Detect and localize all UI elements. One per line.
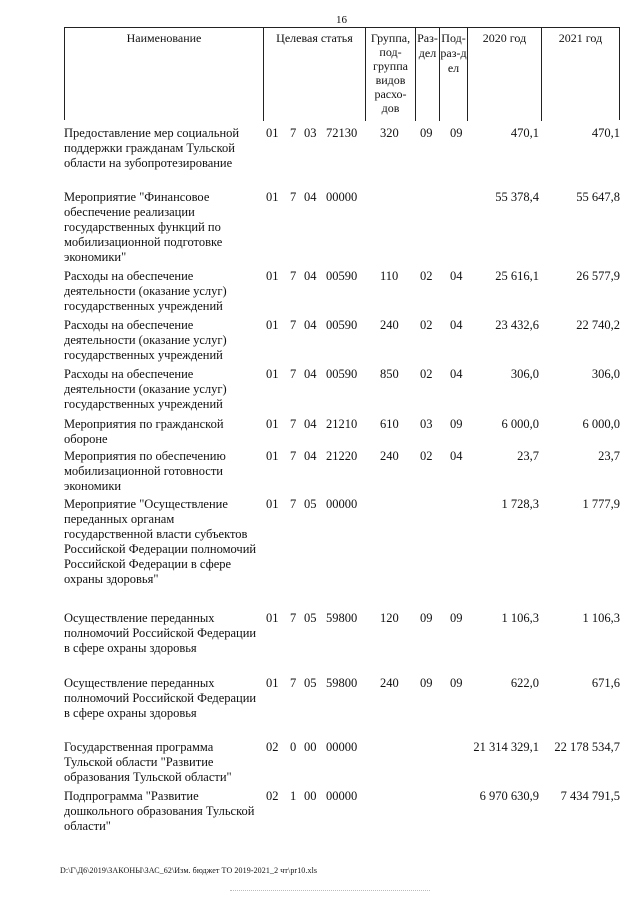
row-code-4: 00590 (326, 367, 358, 381)
row-2020: 622,0 (510, 676, 539, 690)
row-2020: 23,7 (517, 449, 539, 463)
row-razdel: 09 (420, 126, 433, 140)
row-code-4: 00590 (326, 318, 358, 332)
row-group: 320 (380, 126, 399, 140)
row-group: 240 (380, 449, 399, 463)
row-2020: 55 378,4 (495, 190, 539, 204)
row-2020: 306,0 (510, 367, 539, 381)
row-code-3: 05 (304, 611, 317, 625)
row-name: Предоставление мер социальной поддержки гражданам Тульской области на зубопротезирование (64, 126, 240, 170)
row-podrazdel: 04 (450, 318, 463, 332)
row-code-4: 00000 (326, 190, 358, 204)
row-code-3: 04 (304, 318, 317, 332)
row-group: 110 (380, 269, 399, 283)
row-2020: 6 000,0 (501, 417, 539, 431)
row-2021: 7 434 791,5 (560, 789, 620, 803)
row-code-4: 00000 (326, 789, 358, 803)
row-group: 610 (380, 417, 399, 431)
row-code-4: 21220 (326, 449, 358, 463)
row-group: 120 (380, 611, 399, 625)
row-code-1: 01 (266, 497, 279, 511)
row-razdel: 02 (420, 318, 433, 332)
row-name: Расходы на обеспечение деятельности (оказание услуг) государственных учреждений (64, 367, 227, 411)
header-podrazdel (439, 28, 467, 121)
row-name: Мероприятия по гражданской обороне (64, 417, 224, 446)
row-code-3: 05 (304, 676, 317, 690)
row-name: Осуществление переданных полномочий Российской Федерации в сфере охраны здоровья (64, 676, 257, 720)
row-2020: 1 728,3 (501, 497, 539, 511)
row-name: Расходы на обеспечение деятельности (оказание услуг) государственных учреждений (64, 269, 227, 313)
row-code-1: 01 (266, 126, 279, 140)
row-code-1: 01 (266, 318, 279, 332)
row-2020: 1 106,3 (501, 611, 539, 625)
row-group: 240 (380, 318, 399, 332)
row-podrazdel: 04 (450, 449, 463, 463)
row-code-4: 00000 (326, 740, 358, 754)
row-code-2: 1 (290, 789, 297, 803)
row-razdel: 02 (420, 367, 433, 381)
row-code-3: 04 (304, 417, 317, 431)
header-2020: 2020 год (467, 28, 541, 121)
row-code-3: 04 (304, 269, 317, 283)
row-name: Мероприятие "Финансовое обеспечение реализации государственных функций по мобилизационной подготовке экономики" (64, 190, 223, 264)
row-name: Осуществление переданных полномочий Российской Федерации в сфере охраны здоровья (64, 611, 257, 655)
header-razdel (415, 28, 439, 121)
row-group: 850 (380, 367, 399, 381)
table-header (64, 27, 620, 120)
row-code-2: 7 (290, 126, 297, 140)
header-group (365, 28, 415, 121)
row-2021: 26 577,9 (576, 269, 620, 283)
row-code-1: 01 (266, 367, 279, 381)
row-2020: 25 616,1 (495, 269, 539, 283)
row-2021: 470,1 (591, 126, 620, 140)
scan-artifact-line (230, 890, 430, 892)
row-2021: 22 740,2 (576, 318, 620, 332)
row-razdel: 02 (420, 449, 433, 463)
header-target: Целевая статья (263, 28, 365, 121)
row-code-3: 04 (304, 190, 317, 204)
row-code-4: 00000 (326, 497, 358, 511)
row-2021: 1 106,3 (582, 611, 620, 625)
row-code-1: 01 (266, 417, 279, 431)
row-razdel: 09 (420, 676, 433, 690)
row-name: Мероприятия по обеспечению мобилизационной готовности экономики (64, 449, 226, 493)
row-code-1: 01 (266, 449, 279, 463)
row-2021: 306,0 (591, 367, 620, 381)
row-code-2: 0 (290, 740, 297, 754)
row-code-4: 59800 (326, 611, 358, 625)
row-code-1: 01 (266, 269, 279, 283)
row-code-4: 21210 (326, 417, 358, 431)
header-razdel-text: Раз-дел (417, 31, 438, 60)
row-code-3: 05 (304, 497, 317, 511)
row-name: Государственная программа Тульской области "Развитие образования Тульской области" (64, 740, 232, 784)
row-code-1: 01 (266, 676, 279, 690)
header-2021: 2021 год (541, 28, 619, 121)
row-group: 240 (380, 676, 399, 690)
row-code-2: 7 (290, 676, 297, 690)
row-2021: 55 647,8 (576, 190, 620, 204)
row-code-2: 7 (290, 318, 297, 332)
row-code-1: 01 (266, 190, 279, 204)
row-2021: 1 777,9 (582, 497, 620, 511)
row-2020: 470,1 (510, 126, 539, 140)
row-razdel: 02 (420, 269, 433, 283)
row-code-4: 00590 (326, 269, 358, 283)
row-name: Подпрограмма "Развитие дошкольного образования Тульской области" (64, 789, 255, 833)
row-2020: 21 314 329,1 (473, 740, 539, 754)
row-podrazdel: 09 (450, 126, 463, 140)
row-2021: 6 000,0 (582, 417, 620, 431)
row-podrazdel: 09 (450, 417, 463, 431)
row-code-3: 00 (304, 740, 317, 754)
row-razdel: 03 (420, 417, 433, 431)
row-code-3: 04 (304, 449, 317, 463)
row-code-2: 7 (290, 611, 297, 625)
row-code-2: 7 (290, 367, 297, 381)
row-code-2: 7 (290, 449, 297, 463)
row-name: Мероприятие "Осуществление переданных органам государственной власти субъектов Российской Федерации полномочий Российской Федерации в сфере охраны здоровья" (64, 497, 257, 586)
header-name: Наименование (126, 31, 202, 45)
header-podrazdel-text: Под-раз-дел (440, 31, 467, 75)
row-2020: 23 432,6 (495, 318, 539, 332)
row-code-3: 00 (304, 789, 317, 803)
row-2021: 22 178 534,7 (554, 740, 620, 754)
row-code-4: 59800 (326, 676, 358, 690)
row-code-4: 72130 (326, 126, 358, 140)
row-razdel: 09 (420, 611, 433, 625)
page-number: 16 (336, 14, 347, 26)
row-code-2: 7 (290, 417, 297, 431)
row-code-1: 01 (266, 611, 279, 625)
row-podrazdel: 04 (450, 367, 463, 381)
row-code-3: 03 (304, 126, 317, 140)
row-name: Расходы на обеспечение деятельности (оказание услуг) государственных учреждений (64, 318, 227, 362)
row-code-1: 02 (266, 789, 279, 803)
row-code-3: 04 (304, 367, 317, 381)
row-2021: 671,6 (591, 676, 620, 690)
row-code-2: 7 (290, 190, 297, 204)
row-podrazdel: 09 (450, 611, 463, 625)
row-code-2: 7 (290, 497, 297, 511)
row-podrazdel: 09 (450, 676, 463, 690)
row-2021: 23,7 (598, 449, 620, 463)
row-code-1: 02 (266, 740, 279, 754)
file-path-footer: D:\Г\Д6\2019\ЗАКОНЫ\ЗАС_62\Изм. бюджет ТО 2019-2021_2 чт\pr10.xls (60, 866, 318, 875)
header-group-text: Группа, под-группа видов расхо-дов (370, 31, 411, 115)
row-code-2: 7 (290, 269, 297, 283)
row-podrazdel: 04 (450, 269, 463, 283)
row-2020: 6 970 630,9 (479, 789, 539, 803)
